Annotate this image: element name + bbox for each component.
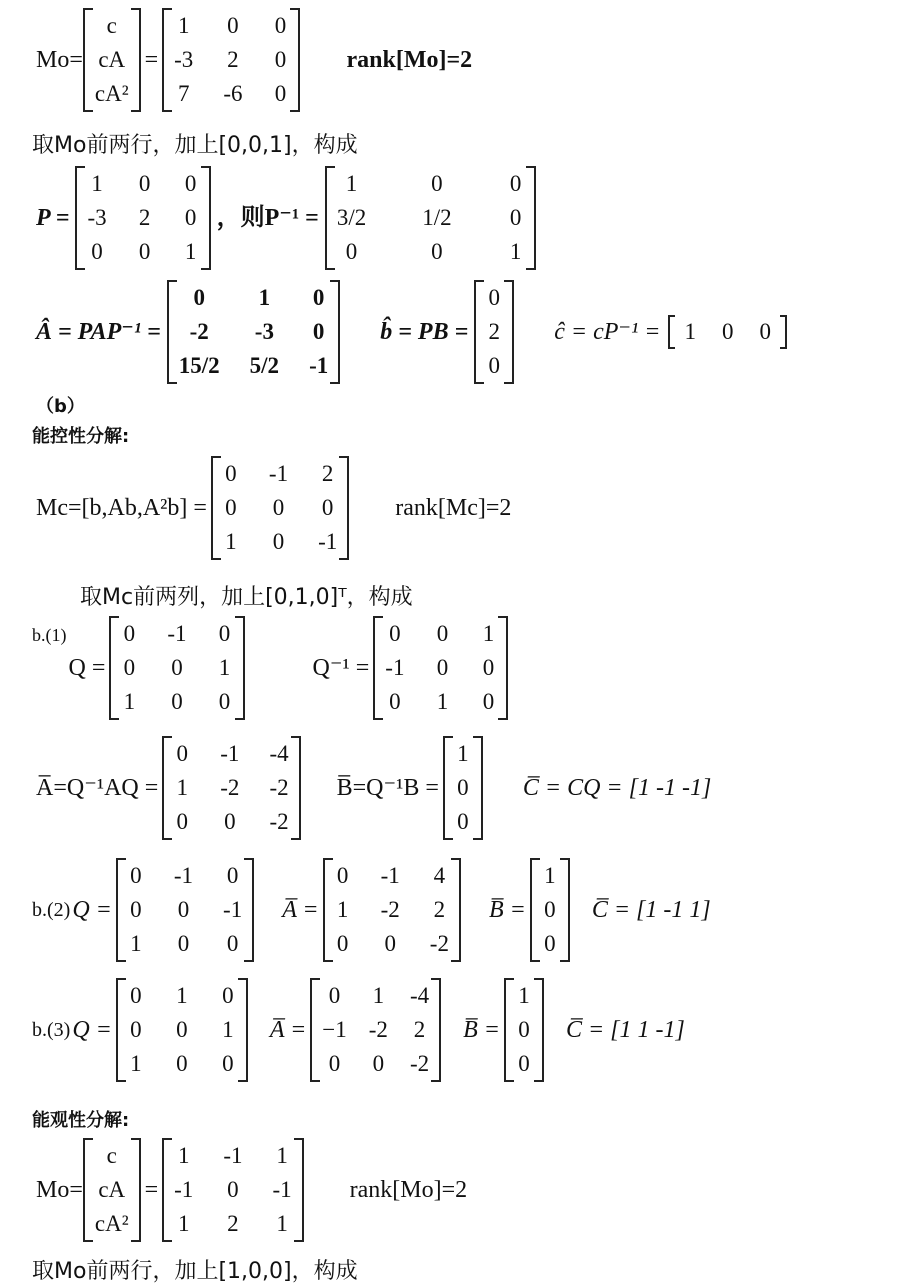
matrix-cell: 4 — [433, 863, 446, 888]
matrix-cell: 0 — [184, 205, 197, 230]
b1-results-line — [36, 736, 711, 840]
matrix-cell: 2 — [321, 461, 334, 486]
matrix-cell: -2 — [368, 1017, 388, 1042]
matrix-cell: 0 — [345, 239, 358, 264]
matrix — [167, 280, 340, 384]
q-inverse-label: Q⁻¹ = — [312, 655, 370, 681]
mo-matrix — [162, 1138, 304, 1242]
q-matrix — [116, 858, 254, 962]
matrix-cell: 0 — [372, 1051, 385, 1076]
matrix-cell: 0 — [759, 319, 771, 344]
matrix-cell: 5/2 — [249, 353, 280, 378]
mo-label: Mo= — [36, 1177, 83, 1203]
matrix-cell: c — [106, 13, 117, 38]
mc-line — [36, 456, 511, 560]
matrix-cell: -4 — [409, 983, 430, 1008]
mo-column-vector — [83, 1138, 141, 1242]
b1-line — [32, 616, 508, 720]
matrix-cell: 1 — [176, 983, 188, 1008]
matrix-cell: 0 — [177, 931, 190, 956]
matrix — [109, 616, 244, 720]
matrix-cell: 0 — [488, 285, 501, 310]
c-bar-text: C̅ = [1 1 -1] — [565, 1017, 685, 1043]
matrix-cell: 1 — [457, 741, 469, 766]
matrix-cell: -1 — [220, 741, 240, 766]
matrix-cell: 0 — [225, 495, 237, 520]
matrix-cell: 0 — [312, 319, 325, 344]
matrix — [310, 978, 441, 1082]
matrix-cell: 0 — [274, 81, 287, 106]
matrix-cell: -1 — [174, 1177, 194, 1202]
matrix-cell: 0 — [436, 621, 449, 646]
b2-line — [32, 858, 711, 962]
note-text: 取Mo前两行，加上[1,0,0]，构成 — [32, 1259, 358, 1284]
matrix — [474, 280, 514, 384]
matrix-cell: 0 — [227, 1177, 239, 1202]
matrix-cell: 1 — [336, 897, 349, 922]
matrix-cell: 1 — [176, 775, 189, 800]
matrix-cell: 2 — [138, 205, 151, 230]
matrix-cell: c — [106, 1143, 117, 1168]
p-label: P = — [36, 205, 70, 231]
matrix — [162, 8, 300, 112]
mc-note — [80, 580, 413, 611]
matrix-cell: 0 — [321, 495, 334, 520]
matrix-cell: 0 — [457, 809, 469, 834]
matrix-cell: 1 — [276, 1211, 288, 1236]
matrix-cell: -3 — [87, 205, 107, 230]
matrix — [323, 858, 461, 962]
matrix-cell: 1 — [509, 239, 522, 264]
matrix-cell: -2 — [429, 931, 449, 956]
matrix-cell: -3 — [254, 319, 274, 344]
matrix-cell: 1 — [225, 529, 237, 554]
b-bar-label: B̅ = — [463, 1017, 500, 1043]
matrix — [443, 736, 483, 840]
matrix-cell: -2 — [269, 775, 289, 800]
matrix-cell: 1 — [482, 621, 495, 646]
matrix-cell: 0 — [184, 171, 197, 196]
b-bar-vector — [504, 978, 544, 1082]
matrix-cell: 0 — [431, 171, 443, 196]
q-inverse-matrix — [373, 616, 508, 720]
matrix-cell: cA — [98, 47, 126, 72]
matrix-cell: -4 — [269, 741, 289, 766]
matrix-cell: -1 — [318, 529, 338, 554]
matrix — [162, 1138, 304, 1242]
matrix-cell: 0 — [171, 655, 183, 680]
matrix-cell: 1 — [518, 983, 530, 1008]
matrix-cell: 1 — [276, 1143, 288, 1168]
matrix-cell: 0 — [130, 983, 142, 1008]
mc-matrix — [211, 456, 349, 560]
matrix-cell: -1 — [268, 461, 289, 486]
matrix-cell: 0 — [176, 1051, 188, 1076]
matrix-cell: 0 — [544, 897, 556, 922]
a-bar-matrix — [162, 736, 300, 840]
matrix-cell: 1 — [684, 319, 696, 344]
matrix — [325, 166, 536, 270]
matrix-cell: 0 — [226, 863, 239, 888]
matrix-cell: 0 — [123, 621, 136, 646]
matrix-cell: -2 — [269, 809, 289, 834]
matrix-cell: 0 — [482, 655, 495, 680]
matrix-cell: 1 — [218, 655, 231, 680]
a-hat-matrix — [167, 280, 340, 384]
matrix-cell: 2 — [433, 897, 446, 922]
c-bar-text: C̅ = [1 -1 1] — [591, 897, 711, 923]
matrix-cell: -1 — [167, 621, 187, 646]
a-bar-matrix — [323, 858, 461, 962]
matrix-cell: -1 — [223, 897, 243, 922]
b-bar-label: B̅=Q⁻¹B = — [336, 775, 439, 801]
matrix-cell: 1 — [177, 1143, 190, 1168]
matrix-cell: 2 — [488, 319, 501, 344]
matrix-cell: 1 — [345, 171, 358, 196]
matrix-cell: cA — [98, 1177, 126, 1202]
matrix-cell: 1 — [123, 689, 136, 714]
matrix-cell: -2 — [380, 897, 400, 922]
b-bar-label: B̅ = — [488, 897, 526, 923]
matrix-cell: 0 — [274, 47, 287, 72]
matrix-cell: 0 — [336, 863, 349, 888]
matrix-cell: 2 — [227, 1211, 239, 1236]
matrix-cell: 0 — [222, 983, 234, 1008]
matrix-cell: 1 — [91, 171, 103, 196]
rank-mo: rank[Mo]=2 — [346, 47, 473, 73]
obs-matrix-line-1 — [36, 8, 472, 112]
a-bar-matrix — [310, 978, 441, 1082]
matrix-cell: -1 — [223, 1143, 243, 1168]
equals-sign: = — [144, 47, 159, 73]
matrix-cell: -1 — [272, 1177, 292, 1202]
b2-label: b.(2) — [32, 899, 71, 921]
matrix-cell: 1 — [177, 1211, 190, 1236]
p-inverse-matrix — [325, 166, 536, 270]
matrix-cell: 0 — [224, 809, 236, 834]
matrix-cell: 0 — [138, 239, 151, 264]
q-label: Q = — [72, 1017, 112, 1043]
obs1-note — [32, 128, 358, 159]
matrix — [116, 978, 248, 1082]
mo-matrix — [162, 8, 300, 112]
p-inverse-label: ，则P⁻¹ = — [216, 205, 319, 231]
matrix-cell: 0 — [272, 529, 285, 554]
mc-label: Mc=[b,Ab,A²b] = — [36, 495, 207, 521]
matrix-cell: 0 — [518, 1051, 530, 1076]
matrix-cell: 0 — [176, 809, 189, 834]
matrix-cell: 1 — [130, 1051, 142, 1076]
matrix-cell: 0 — [91, 239, 103, 264]
matrix-cell: 1 — [436, 689, 449, 714]
matrix-cell: 0 — [457, 775, 469, 800]
matrix-cell: -1 — [380, 863, 400, 888]
q-label: Q = — [68, 655, 106, 681]
matrix-cell: 0 — [389, 621, 401, 646]
obs2-note — [32, 1254, 358, 1285]
matrix — [116, 858, 254, 962]
matrix-cell: 0 — [225, 461, 237, 486]
matrix-cell: 0 — [384, 931, 396, 956]
matrix-cell: 0 — [272, 495, 285, 520]
ctrl-title — [32, 422, 129, 448]
a-hat-label: Â = PAP⁻¹ = — [36, 319, 161, 345]
matrix — [373, 616, 508, 720]
matrix — [211, 456, 349, 560]
matrix-cell: 0 — [226, 931, 239, 956]
matrix-cell: 7 — [177, 81, 190, 106]
ctrl-title-text: 能控性分解: — [32, 426, 130, 447]
matrix-cell: cA² — [94, 1211, 129, 1236]
q-label: Q = — [72, 897, 112, 923]
matrix-cell: 0 — [721, 319, 734, 344]
matrix-cell: 1 — [184, 239, 197, 264]
matrix-cell: 0 — [328, 983, 341, 1008]
matrix-cell: 0 — [336, 931, 349, 956]
p-matrix — [75, 166, 210, 270]
matrix-cell: 0 — [509, 205, 522, 230]
c-bar-text: C̅ = CQ = [1 -1 -1] — [522, 775, 712, 801]
matrix-cell: 0 — [222, 1051, 234, 1076]
matrix-cell: 0 — [312, 285, 325, 310]
obs-matrix-line-2 — [36, 1138, 467, 1242]
c-hat-row — [668, 315, 787, 349]
a-bar-label: A̅ = — [282, 897, 319, 923]
matrix-cell: 0 — [274, 13, 287, 38]
matrix-cell: 1/2 — [422, 205, 452, 230]
equals-sign: = — [144, 1177, 159, 1203]
obs-title — [32, 1106, 129, 1132]
matrix-cell: 15/2 — [178, 353, 220, 378]
matrix-cell: 2 — [227, 47, 239, 72]
matrix-cell: 0 — [218, 621, 231, 646]
matrix-cell: 0 — [130, 1017, 142, 1042]
matrix-cell: 1 — [177, 13, 190, 38]
matrix-cell: 1 — [258, 285, 271, 310]
matrix — [83, 8, 141, 112]
matrix-cell: 0 — [130, 897, 142, 922]
matrix-cell: 0 — [171, 689, 183, 714]
matrix-cell: 0 — [328, 1051, 341, 1076]
matrix — [162, 736, 300, 840]
matrix-cell: 1 — [544, 863, 556, 888]
p-matrix-line — [36, 166, 536, 270]
matrix-cell: 0 — [218, 689, 231, 714]
matrix-cell: -3 — [174, 47, 194, 72]
note-text: 取Mo前两行，加上[0,0,1]，构成 — [32, 133, 358, 158]
rank-mc: rank[Mc]=2 — [395, 495, 512, 521]
c-hat-label: ĉ = cP⁻¹ = — [554, 319, 661, 345]
matrix-cell: -6 — [223, 81, 243, 106]
b3-line — [32, 978, 685, 1082]
matrix-cell: 0 — [518, 1017, 530, 1042]
matrix-cell: 0 — [130, 863, 142, 888]
matrix-cell: −1 — [322, 1017, 347, 1042]
b1-label: b.(1) — [32, 625, 67, 645]
matrix-cell: 1 — [372, 983, 385, 1008]
a-bar-label: A̅=Q⁻¹AQ = — [36, 775, 159, 801]
obs-title-text: 能观性分解: — [32, 1110, 130, 1131]
matrix-cell: -1 — [385, 655, 405, 680]
b-hat-vector — [474, 280, 514, 384]
matrix-cell: 0 — [123, 655, 136, 680]
part-b-label: （b） — [36, 396, 85, 417]
hat-line — [36, 280, 787, 384]
matrix-cell: 3/2 — [336, 205, 367, 230]
matrix-cell: 0 — [176, 741, 189, 766]
matrix-cell: 0 — [436, 655, 449, 680]
matrix-cell: 1 — [222, 1017, 234, 1042]
matrix — [530, 858, 570, 962]
matrix — [504, 978, 544, 1082]
q-matrix — [109, 616, 244, 720]
matrix-cell: 0 — [431, 239, 443, 264]
q-matrix — [116, 978, 248, 1082]
mc-note-text: 取Mc前两列，加上[0,1,0]ᵀ，构成 — [80, 585, 413, 610]
matrix-cell: 1 — [130, 931, 142, 956]
matrix-cell: -1 — [309, 353, 329, 378]
b-hat-label: b̂ = PB = — [380, 319, 469, 345]
rank-mo: rank[Mo]=2 — [349, 1177, 468, 1203]
mo-label: Mo= — [36, 47, 83, 73]
a-bar-label: A̅ = — [269, 1017, 307, 1043]
b-bar-vector — [530, 858, 570, 962]
matrix-cell: 0 — [509, 171, 522, 196]
matrix — [75, 166, 210, 270]
matrix-cell: 2 — [413, 1017, 426, 1042]
b3-label: b.(3) — [32, 1019, 71, 1041]
mo-column-vector — [83, 8, 141, 112]
matrix-cell: 0 — [389, 689, 401, 714]
matrix-cell: 0 — [138, 171, 151, 196]
matrix-cell: -1 — [173, 863, 194, 888]
matrix-cell: -2 — [220, 775, 240, 800]
matrix-cell: 0 — [227, 13, 239, 38]
b-bar-vector — [443, 736, 483, 840]
matrix-cell: -2 — [409, 1051, 430, 1076]
matrix-cell: 0 — [176, 1017, 188, 1042]
matrix-cell: 0 — [544, 931, 556, 956]
matrix-cell: 0 — [488, 353, 501, 378]
matrix-cell: cA² — [94, 81, 129, 106]
matrix-cell: 0 — [193, 285, 205, 310]
part-b — [36, 392, 85, 418]
matrix-cell: -2 — [189, 319, 209, 344]
matrix-cell: 0 — [482, 689, 495, 714]
matrix — [83, 1138, 141, 1242]
matrix-cell: 0 — [177, 897, 190, 922]
